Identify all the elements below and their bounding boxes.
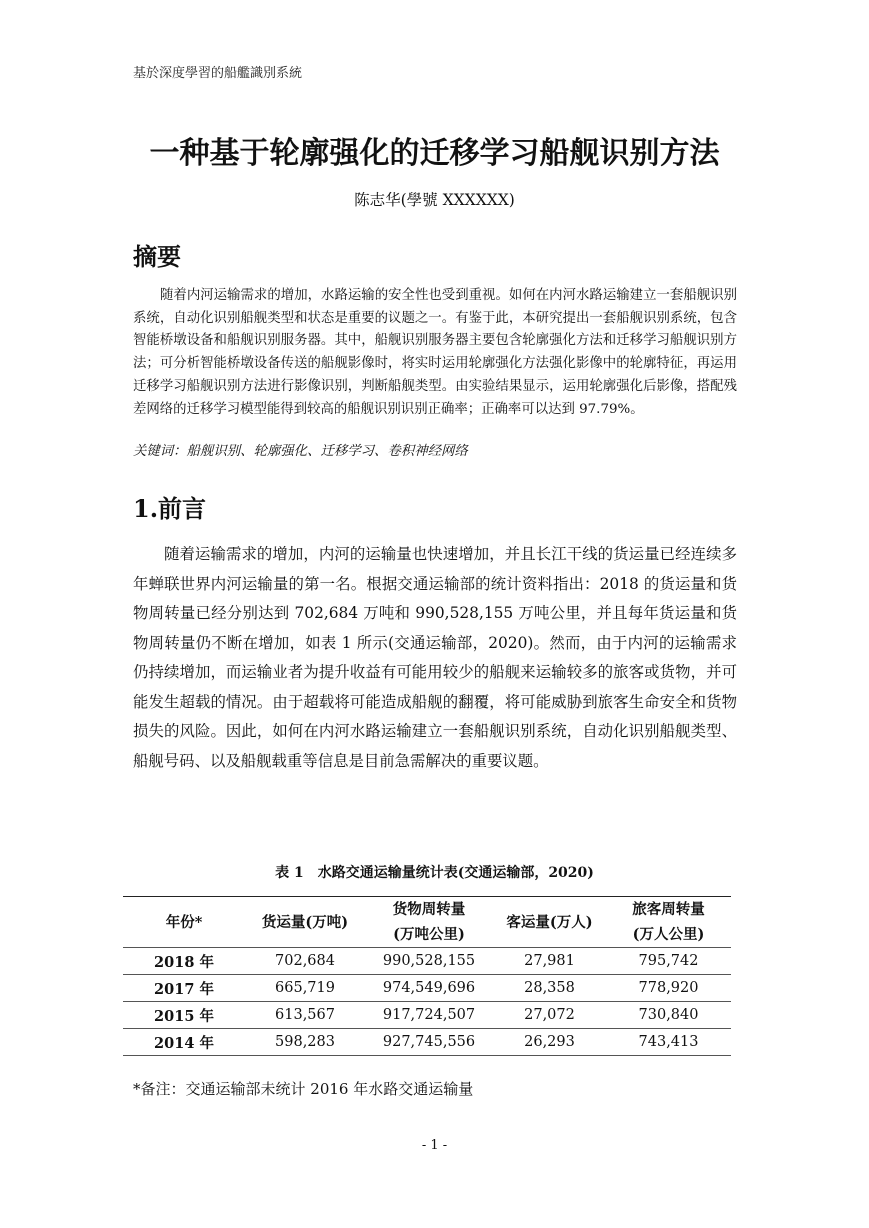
table-row (123, 1029, 731, 1056)
cell-year: 2018 年 (123, 948, 245, 975)
cell-passenger-turnover: 730,840 (606, 1002, 731, 1029)
header-passengers: 客运量(万人) (493, 897, 606, 948)
cell-passenger-turnover: 743,413 (606, 1029, 731, 1056)
cell-freight: 665,719 (245, 975, 365, 1002)
cell-year: 2015 年 (123, 1002, 245, 1029)
page-number: - 1 - (421, 1138, 448, 1153)
intro-text: 随着运输需求的增加，内河的运输量也快速增加，并且长江干线的货运量已经连续多年蝉联世界内河运输量的第一名。根据交通运输部的统计资料指出：2018 的货运量和货物周转量已经分别达到 702,684 万吨和 990,528,155 万吨公里，并且每年货运量和货物周转量仍不断在增加，如表 1 所示(交通运输部，2020)。然而，由于内河的运输需求仍持续增加，而运输业者为提升收益有可能用较少的船舰来运输较多的旅客或货物，并可能发生超载的情况。由于超载将可能造成船舰的翻覆，将可能威胁到旅客生命安全和货物损失的风险。因此，如何在内河水路运输建立一套船舰识别系统，自动化识别船舰类型、船舰号码、以及船舰载重等信息是目前急需解决的重要议题。 (133, 545, 737, 770)
header-year: 年份* (123, 897, 245, 948)
cell-passenger-turnover: 778,920 (606, 975, 731, 1002)
header-passenger-turnover (606, 897, 731, 948)
header-freight-turnover (365, 897, 493, 948)
paper-title: 一种基于轮廓强化的迁移学习船舰识别方法 (149, 136, 720, 171)
running-head: 基於深度學習的船艦識別系統 (133, 66, 303, 81)
cell-passengers: 28,358 (493, 975, 606, 1002)
keywords: 关键词：船舰识别、轮廓强化、迁移学习、卷积神经网络 (133, 444, 468, 459)
table-header-row (123, 897, 731, 948)
table-row (123, 1002, 731, 1029)
header-passenger-turnover-line2: (万人公里) (632, 926, 705, 943)
cell-year: 2017 年 (123, 975, 245, 1002)
header-freight: 货运量(万吨) (245, 897, 365, 948)
cell-passengers: 26,293 (493, 1029, 606, 1056)
intro-heading: 1.前言 (133, 494, 207, 523)
header-freight-turnover-line1: 货物周转量 (392, 901, 466, 918)
table-caption: 表 1 水路交通运输量统计表(交通运输部，2020) (275, 865, 594, 881)
cell-passenger-turnover: 795,742 (606, 948, 731, 975)
cell-year: 2014 年 (123, 1029, 245, 1056)
abstract-text: 随着内河运输需求的增加，水路运输的安全性也受到重视。如何在内河水路运输建立一套船舰识别系统，自动化识别船舰类型和状态是重要的议题之一。有鉴于此，本研究提出一套船舰识别系统，包含智能桥墩设备和船舰识别服务器。其中，船舰识别服务器主要包含轮廓强化方法和迁移学习船舰识别方法；可分析智能桥墩设备传送的船舰影像时，将实时运用轮廓强化方法强化影像中的轮廓特征，再运用迁移学习船舰识别方法进行影像识别，判断船舰类型。由实验结果显示，运用轮廓强化后影像，搭配残差网络的迁移学习模型能得到较高的船舰识别识别正确率；正确率可以达到 97.79%。 (133, 288, 737, 417)
author-line: 陈志华(學號 XXXXXX) (354, 191, 515, 209)
abstract-heading: 摘要 (133, 243, 181, 271)
cell-freight: 613,567 (245, 1002, 365, 1029)
cell-passengers: 27,981 (493, 948, 606, 975)
cell-freight: 702,684 (245, 948, 365, 975)
cell-freight-turnover: 917,724,507 (365, 1002, 493, 1029)
cell-passengers: 27,072 (493, 1002, 606, 1029)
table-row (123, 975, 731, 1002)
header-passenger-turnover-line1: 旅客周转量 (632, 901, 705, 918)
transport-stats-table (123, 896, 731, 1056)
header-freight-turnover-line2: (万吨公里) (393, 926, 465, 943)
table-row (123, 948, 731, 975)
cell-freight: 598,283 (245, 1029, 365, 1056)
cell-freight-turnover: 974,549,696 (365, 975, 493, 1002)
cell-freight-turnover: 927,745,556 (365, 1029, 493, 1056)
table-footnote: *备注：交通运输部未统计 2016 年水路交通运输量 (133, 1080, 474, 1098)
cell-freight-turnover: 990,528,155 (365, 948, 493, 975)
